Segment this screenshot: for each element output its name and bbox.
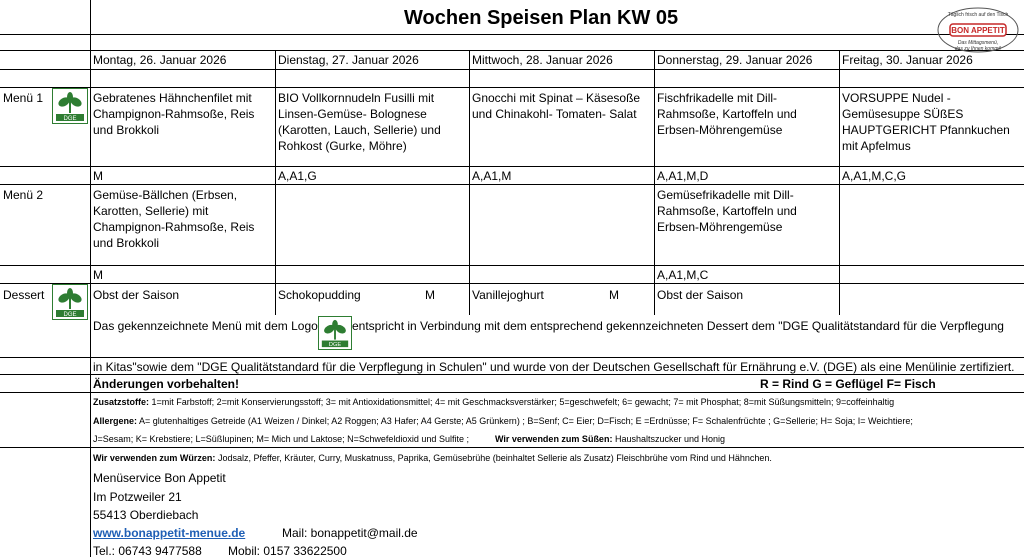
dessert-item-thursday: Obst der Saison [657, 288, 744, 302]
menu1-label: Menü 1 [3, 91, 44, 105]
menu1-dish-thursday: Fischfrikadelle mit Dill- Rahmsoße, Kartoffeln und Erbsen-Möhrengemüse [657, 91, 797, 137]
day-header-monday: Montag, 26. Januar 2026 [93, 53, 227, 67]
menu2-dish-thursday: Gemüsefrikadelle mit Dill-Rahmsoße, Kartoffeln und Erbsen-Möhrengemüse [657, 188, 797, 234]
company-phone: Tel.: 06743 9477588 [93, 544, 202, 558]
menu2-dish-monday: Gemüse-Bällchen (Erbsen, Karotten, Sellerie) mit Champignon-Rahmsoße, Reis und Brokkoli [93, 188, 255, 250]
company-street: Im Potzweiler 21 [93, 490, 182, 504]
day-header-friday: Freitag, 30. Januar 2026 [842, 53, 973, 67]
menu1-dish-monday: Gebratenes Hähnchenfilet mit Champignon-Rahmsoße, Reis und Brokkoli [93, 91, 255, 137]
dessert-item-wednesday: Vanillejoghurt [472, 288, 544, 302]
menu2-codes-monday: M [93, 268, 103, 282]
allergens-note-2: J=Sesam; K= Krebstiere; L=Süßlupinen; M= Mich und Laktose; N=Schwefeldioxid und Sulfite ; [93, 434, 469, 444]
svg-text:Das Mittagsmenü,: Das Mittagsmenü, [957, 40, 999, 46]
sweeteners-note: Wir verwenden zum Süßen: Haushaltszucker und Honig [495, 434, 725, 444]
menu1-codes-tuesday: A,A1,G [278, 169, 317, 183]
svg-text:DGE: DGE [63, 312, 77, 318]
menu1-codes-wednesday: A,A1,M [472, 169, 512, 183]
changes-reserved: Änderungen vorbehalten! [93, 377, 240, 391]
additives-note: Zusatzstoffe: 1=mit Farbstoff; 2=mit Konservierungsstoff; 3= mit Antioxidationsmittel; 4= mit Geschmacksverstärker; 5=geschwefelt; 6= gewacht; 7= mit Phosphat; 8=mit Süßungsmitteln; 9=coffeinhaltig [93, 397, 895, 407]
menu1-codes-thursday: A,A1,M,D [657, 169, 709, 183]
menu1-dish-friday: VORSUPPE Nudel - Gemüsesuppe SÜßES HAUPTGERICHT Pfannkuchen mit Apfelmus [842, 91, 1010, 153]
menu1-codes-friday: A,A1,M,C,G [842, 169, 907, 183]
company-mail: Mail: bonappetit@mail.de [282, 526, 418, 540]
menu1-dish-tuesday: BIO Vollkornnudeln Fusilli mit Linsen-Gemüse- Bolognese (Karotten, Lauch, Sellerie) und Rohkost (Gurke, Möhre) [278, 91, 441, 153]
dge-note-line1-a: Das gekennzeichnete Menü mit dem Logo [93, 319, 318, 333]
svg-text:Täglich frisch auf den Tisch: Täglich frisch auf den Tisch [947, 12, 1009, 18]
svg-text:das zu Ihnen kommt!: das zu Ihnen kommt! [954, 46, 1002, 52]
dge-logo-icon [52, 88, 88, 124]
company-stamp [934, 4, 1022, 56]
meat-legend: R = Rind G = Geflügel F= Fisch [760, 377, 936, 391]
dge-logo-icon [318, 316, 352, 350]
menu2-label: Menü 2 [3, 188, 44, 202]
menu1-codes-monday: M [93, 169, 103, 183]
dessert-item-monday: Obst der Saison [93, 288, 180, 302]
allergens-note: Allergene: A= glutenhaltiges Getreide (A1 Weizen / Dinkel; A2 Roggen; A3 Hafer; A4 Gerste; A5 Grünkern) ; B=Senf; C= Eier; D=Fisch; E =Erdnüsse; F= Schalenfrüchte ; G=Sellerie; H= Soja; I= Weichtiere; [93, 416, 913, 426]
dessert-code-wednesday: M [609, 288, 619, 302]
dge-note-line2: in Kitas"sowie dem "DGE Qualitätstandard für die Verpflegung in Schulen" und wurde von der Deutschen Gesellschaft für Ernährung e.V. (DGE) als eine Menülinie zertifiziert. [93, 360, 1015, 374]
dessert-label: Dessert [3, 288, 45, 302]
stamp-graphic [934, 4, 1022, 56]
company-name: Menüservice Bon Appetit [93, 471, 226, 485]
svg-text:DGE: DGE [63, 116, 77, 122]
svg-text:BON APPETIT: BON APPETIT [951, 26, 1005, 35]
day-header-wednesday: Mittwoch, 28. Januar 2026 [472, 53, 613, 67]
dessert-item-tuesday: Schokopudding [278, 288, 361, 302]
spices-note: Wir verwenden zum Würzen: Jodsalz, Pfeffer, Kräuter, Curry, Muskatnuss, Paprika, Gemüsebrühe (beinhaltet Sellerie als Zusatz) Fleischbrühe vom Rind und Hähnchen. [93, 453, 772, 463]
page-title: Wochen Speisen Plan KW 05 [404, 7, 679, 29]
day-header-tuesday: Dienstag, 27. Januar 2026 [278, 53, 419, 67]
dge-note-line1-b: entspricht in Verbindung mit dem entsprechend gekennzeichneten Dessert dem "DGE Qualitätstandard für die Verpflegung [352, 319, 1004, 333]
website-link[interactable]: www.bonappetit-menue.de [93, 526, 246, 540]
menu1-dish-wednesday: Gnocchi mit Spinat – Käsesoße und Chinakohl- Tomaten- Salat [472, 91, 641, 121]
company-mobile: Mobil: 0157 33622500 [228, 544, 347, 558]
company-city: 55413 Oberdiebach [93, 508, 199, 522]
day-header-thursday: Donnerstag, 29. Januar 2026 [657, 53, 813, 67]
dge-logo-icon [52, 284, 88, 320]
svg-text:DGE: DGE [328, 342, 342, 349]
dessert-code-tuesday: M [425, 288, 435, 302]
menu2-codes-thursday: A,A1,M,C [657, 268, 709, 282]
